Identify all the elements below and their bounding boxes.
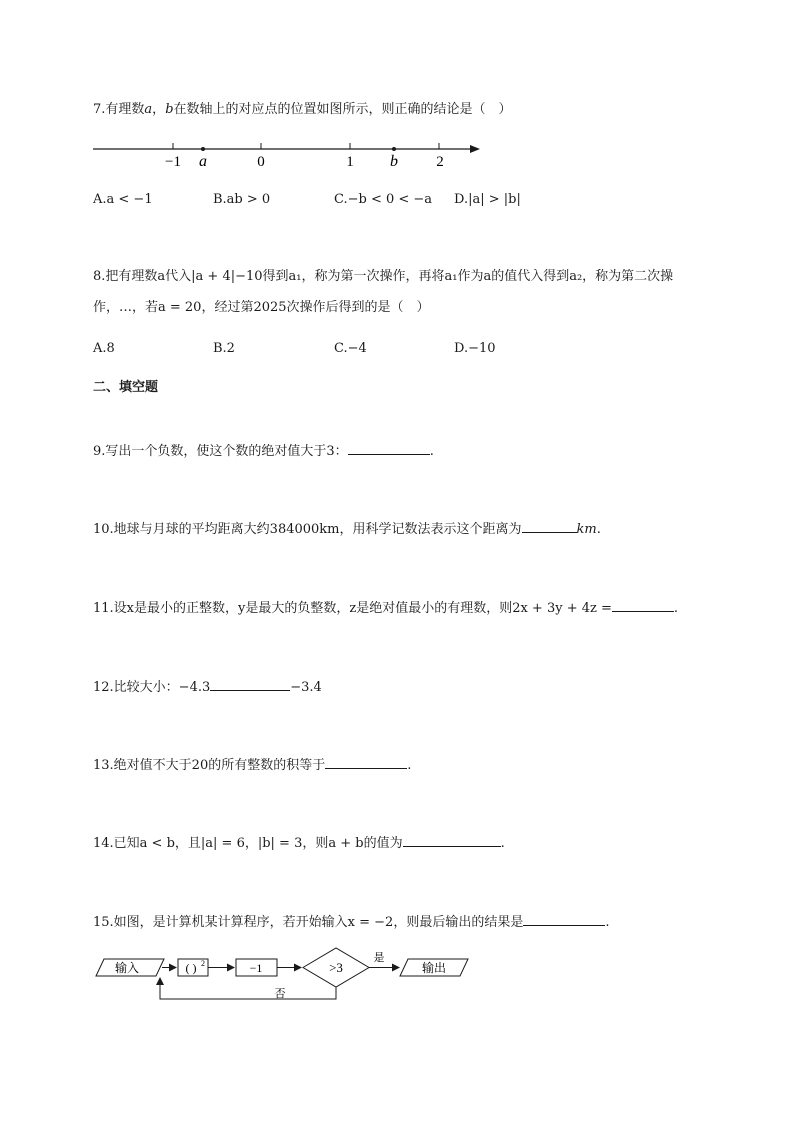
q7-option-b: B.ab > 0 bbox=[213, 192, 271, 207]
q7-stem: 7.有理数a，b在数轴上的对应点的位置如图所示，则正确的结论是（ ） bbox=[93, 102, 512, 117]
flow-no-label: 否 bbox=[274, 988, 286, 1000]
point-a-marker bbox=[201, 147, 205, 151]
flow-arrow-no bbox=[160, 978, 336, 999]
flow-minus-one-label: −1 bbox=[249, 961, 263, 975]
q15-flowchart bbox=[90, 944, 480, 1004]
flow-input-label: 输入 bbox=[114, 961, 140, 975]
flow-square-exponent: 2 bbox=[201, 959, 205, 968]
tick-label: 2 bbox=[436, 154, 444, 170]
answer-blank[interactable] bbox=[403, 833, 501, 847]
answer-blank[interactable] bbox=[325, 755, 407, 769]
flow-condition-label: >3 bbox=[329, 960, 343, 975]
q7-option-c: C.−b < 0 < −a bbox=[334, 192, 433, 207]
q8-option-b: B.2 bbox=[213, 341, 235, 356]
q8-stem-line2: 作，…，若a = 20，经过第2025次操作后得到的是（ ） bbox=[93, 300, 430, 315]
q7-option-d: D.|a| > |b| bbox=[454, 192, 521, 207]
q7-number-line bbox=[90, 138, 490, 172]
q8-option-c: C.−4 bbox=[334, 341, 367, 356]
answer-blank[interactable] bbox=[612, 598, 674, 612]
q15: 15.如图，是计算机某计算程序，若开始输入x = −2，则最后输出的结果是 . bbox=[93, 912, 609, 932]
q7-option-a: A.a < −1 bbox=[93, 192, 153, 207]
answer-blank[interactable] bbox=[523, 912, 605, 926]
flow-output-label: 输出 bbox=[421, 961, 447, 975]
answer-blank[interactable] bbox=[522, 519, 577, 533]
q10: 10.地球与月球的平均距离大约384000km，用科学记数法表示这个距离为 km. bbox=[93, 519, 601, 539]
tick-label: 1 bbox=[346, 154, 354, 170]
q12: 12.比较大小：−4.3 −3.4 bbox=[93, 677, 322, 697]
q13: 13.绝对值不大于20的所有整数的积等于 . bbox=[93, 755, 411, 775]
q14: 14.已知a < b，且|a| = 6，|b| = 3，则a + b的值为 . bbox=[93, 833, 505, 853]
point-b-label: b bbox=[390, 153, 398, 170]
point-a-label: a bbox=[199, 153, 207, 170]
flow-yes-label: 是 bbox=[373, 952, 385, 964]
q8-option-d: D.−10 bbox=[454, 341, 496, 356]
axis-arrow-icon bbox=[470, 145, 480, 153]
answer-blank[interactable] bbox=[348, 441, 430, 455]
q9: 9.写出一个负数，使这个数的绝对值大于3： . bbox=[93, 441, 434, 461]
flow-square-label: ( ) bbox=[185, 961, 197, 975]
q8-option-a: A.8 bbox=[93, 341, 115, 356]
section-heading: 二、填空题 bbox=[93, 380, 159, 395]
tick-label: −1 bbox=[165, 154, 181, 170]
tick-label: 0 bbox=[257, 154, 265, 170]
q8-stem-line1: 8.把有理数a代入|a + 4|−10得到a₁，称为第一次操作，再将a₁作为a的值代入得到a₂，称为第二次操 bbox=[93, 269, 674, 284]
answer-blank[interactable] bbox=[210, 677, 290, 691]
q11: 11.设x是最小的正整数，y是最大的负整数，z是绝对值最小的有理数，则2x + 3y + 4z = . bbox=[93, 598, 678, 618]
point-b-marker bbox=[392, 147, 396, 151]
